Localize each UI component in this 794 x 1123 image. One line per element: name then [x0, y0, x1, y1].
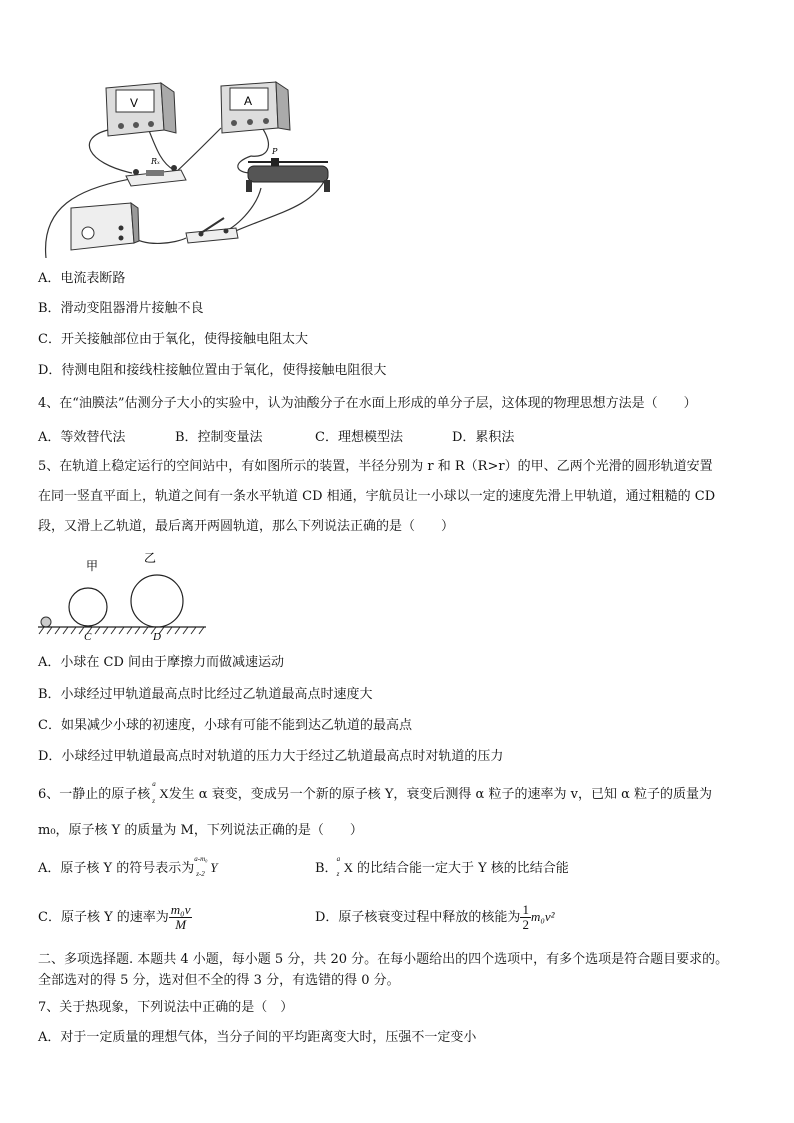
q3-option-c: C．开关接触部位由于氧化，使得接触电阻太大: [38, 332, 308, 347]
q5-option-c: C．如果减少小球的初速度，小球有可能不能到达乙轨道的最高点: [38, 718, 412, 733]
q6-option-d: [315, 903, 555, 932]
circuit-diagram: [36, 78, 346, 268]
q6-stem-line2: m₀，原子核 Y 的质量为 M，下列说法正确的是（ ）: [38, 823, 363, 838]
q4-option-a: A．等效替代法: [38, 430, 126, 445]
track-diagram: [36, 545, 211, 645]
q6-option-c-fraction: [169, 903, 193, 932]
q6-option-d-numerator: 1: [522, 902, 529, 917]
q6-option-c: [38, 903, 192, 932]
label-c: C: [84, 631, 92, 643]
q5-option-a: A．小球在 CD 间由于摩擦力而做减速运动: [38, 655, 285, 670]
q4-option-d: D．累积法: [452, 430, 515, 445]
q6-stem-line1: [38, 780, 712, 805]
q5-stem-line1: 5、在轨道上稳定运行的空间站中，有如图所示的装置，半径分别为 r 和 R（R>r）的甲、乙两个光滑的圆形轨道安置: [38, 459, 713, 474]
q4-stem: 4、在“油膜法”估测分子大小的实验中，认为油酸分子在水面上形成的单分子层，这体现的物理思想方法是（ ）: [38, 396, 697, 411]
q6-option-c-numerator: m₀v: [170, 902, 191, 917]
ammeter: [221, 82, 290, 133]
q6-option-b-sub: z: [336, 870, 340, 878]
ground-hatching: [39, 627, 204, 634]
label-d: D: [153, 631, 161, 643]
q5-option-d: D．小球经过甲轨道最高点时对轨道的压力大于经过乙轨道最高点时对轨道的压力: [38, 749, 504, 764]
q6-option-b-prefix: B．: [315, 861, 338, 876]
q6-option-a-text: A．原子核 Y 的符号表示为: [38, 861, 195, 876]
resistor-label: Rₓ: [151, 157, 160, 166]
rheostat: [246, 147, 330, 192]
q5-option-b: B．小球经过甲轨道最高点时比经过乙轨道最高点时速度大: [38, 687, 373, 702]
resistor-rx: [126, 157, 186, 186]
q6-option-b: [315, 857, 569, 876]
ball: [41, 617, 51, 627]
q4-option-b: B．控制变量法: [175, 430, 263, 445]
q6-option-b-symbol: X: [343, 860, 353, 875]
q6-option-b-sup: a: [336, 855, 341, 863]
q6-option-a-symbol: Y: [210, 860, 218, 875]
q3-option-a: A．电流表断路: [38, 271, 126, 286]
q6-nucleus-sub: z: [152, 797, 156, 805]
q6-option-a: [38, 857, 217, 876]
q6-option-d-tail: m₀v²: [530, 909, 555, 924]
q6-option-a-sub: z-2: [196, 870, 205, 878]
q6-nucleus-symbol: X: [159, 786, 169, 801]
q6-stem-part2: 发生 α 衰变，变成另一个新的原子核 Y，衰变后测得 α 粒子的速率为 v，已知 α 粒子的质量为: [168, 787, 712, 802]
q6-option-a-sup: a-m₀: [194, 855, 208, 863]
q4-option-c: C．理想模型法: [315, 430, 403, 445]
q3-option-d: D．待测电阻和接线柱接触位置由于氧化，使得接触电阻很大: [38, 363, 387, 378]
voltmeter: [106, 83, 176, 136]
q6-option-a-nucleus: [194, 855, 218, 878]
q6-option-b-text: 的比结合能一定大于 Y 核的比结合能: [356, 861, 569, 876]
q6-option-d-fraction: [520, 903, 531, 932]
switch: [186, 218, 238, 243]
power-supply: [71, 203, 139, 250]
slider-label: P: [272, 147, 278, 156]
voltmeter-label: V: [130, 96, 139, 110]
ammeter-label: A: [244, 94, 253, 108]
q6-option-d-text: D．原子核衰变过程中释放的核能为: [315, 910, 521, 925]
q5-stem-line2: 在同一竖直平面上，轨道之间有一条水平轨道 CD 相通，宇航员让一小球以一定的速度先滑上甲轨道，通过粗糙的 CD: [38, 489, 716, 504]
q6-option-d-denominator: 2: [522, 917, 529, 932]
q7-stem: 7、关于热现象，下列说法中正确的是（ ）: [38, 1000, 294, 1015]
q6-option-b-nucleus: [336, 855, 353, 878]
q3-option-b: B．滑动变阻器滑片接触不良: [38, 301, 204, 316]
q7-option-a: A．对于一定质量的理想气体，当分子间的平均距离变大时，压强不一定变小: [38, 1030, 477, 1045]
q6-option-c-text: C．原子核 Y 的速率为: [38, 910, 169, 925]
q6-option-c-denominator: M: [175, 917, 187, 932]
label-jia: 甲: [86, 559, 99, 573]
q6-nucleus-sup: a: [152, 780, 156, 788]
track-yi: [131, 575, 183, 627]
q6-nucleus: [152, 780, 169, 805]
section2-line2: 全部选对的得 5 分，选对但不全的得 3 分，有选错的得 0 分。: [38, 973, 400, 988]
section2-line1: 二、多项选择题. 本题共 4 小题，每小题 5 分，共 20 分。在每小题给出的四个选项中，有多个选项是符合题目要求的。: [38, 952, 729, 967]
track-jia: [69, 588, 107, 626]
label-yi: 乙: [144, 551, 157, 565]
q5-stem-line3: 段，又滑上乙轨道，最后离开两圆轨道，那么下列说法正确的是（ ）: [38, 519, 455, 534]
q6-stem-part1: 6、一静止的原子核: [38, 787, 151, 802]
